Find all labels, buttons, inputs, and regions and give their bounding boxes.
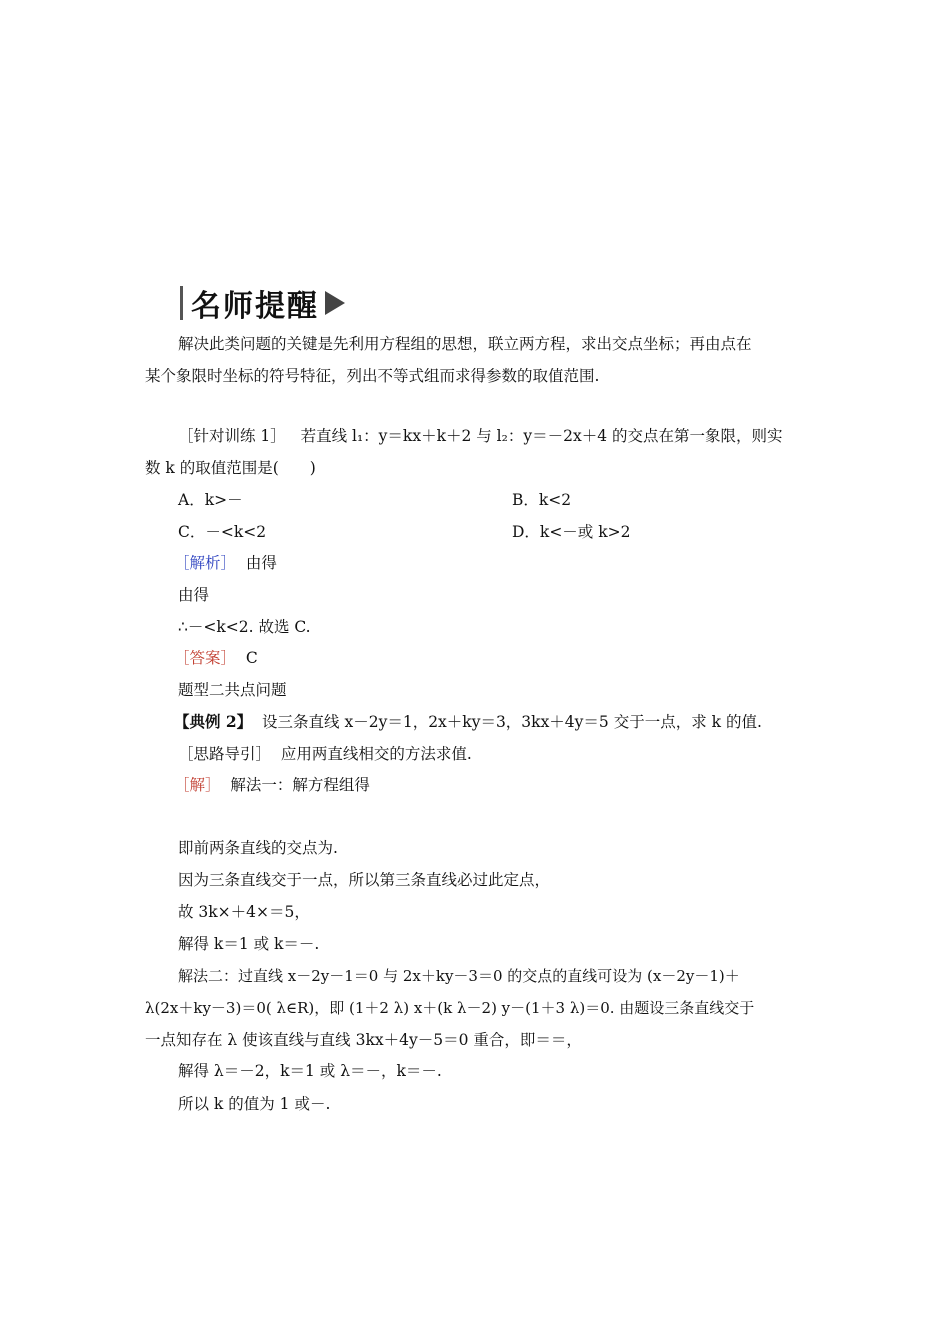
tip-line-1: 解决此类问题的关键是先利用方程组的思想，联立两方程，求出交点坐标；再由点在 bbox=[178, 335, 752, 353]
example-line bbox=[174, 712, 762, 732]
play-triangle-icon bbox=[325, 291, 345, 315]
option-d: D．k<－或 k>2 bbox=[512, 523, 631, 541]
hint-text: 应用两直线相交的方法求值. bbox=[280, 745, 472, 763]
hint-tag: ［思路导引］ bbox=[178, 745, 272, 763]
practice-question-line-1 bbox=[178, 426, 783, 446]
example-tag: 【典例 2】 bbox=[174, 712, 253, 731]
hint-line bbox=[178, 744, 472, 764]
practice-question-line-2: 数 k 的取值范围是( ) bbox=[145, 459, 316, 477]
solution-step-1: 即前两条直线的交点为. bbox=[178, 839, 338, 857]
tip-line-2: 某个象限时坐标的符号特征，列出不等式组而求得参数的取值范围. bbox=[145, 367, 600, 385]
solution-step-2: 因为三条直线交于一点，所以第三条直线必过此定点， bbox=[178, 871, 551, 889]
method2-line-3: 一点知存在 λ 使该直线与直线 3kx＋4y－5＝0 重合，即＝＝， bbox=[145, 1031, 582, 1049]
banner-title: 名师提醒 bbox=[191, 289, 319, 324]
solution-line bbox=[174, 775, 370, 795]
answer-text: C bbox=[245, 649, 258, 667]
solution-text: 解法一：解方程组得 bbox=[230, 776, 370, 794]
practice-tag: ［针对训练 1］ bbox=[178, 427, 286, 445]
example-text: 设三条直线 x－2y＝1，2x＋ky＝3，3kx＋4y＝5 交于一点，求 k 的值. bbox=[262, 713, 762, 731]
option-b: B．k<2 bbox=[512, 491, 572, 509]
method2-line-4: 解得 λ＝－2，k＝1 或 λ＝－，k＝－. bbox=[178, 1062, 442, 1080]
solution-tag: ［解］ bbox=[174, 776, 221, 794]
method2-line-5: 所以 k 的值为 1 或－. bbox=[178, 1095, 331, 1113]
option-a: A．k>－ bbox=[178, 491, 243, 509]
analysis-tag: ［解析］ bbox=[174, 554, 237, 572]
analysis-step-3: ∴－<k<2. 故选 C. bbox=[178, 618, 311, 636]
solution-step-3: 故 3k×＋4×＝5， bbox=[178, 903, 310, 921]
solution-step-4: 解得 k＝1 或 k＝－. bbox=[178, 935, 320, 953]
method2-line-2: λ(2x＋ky－3)＝0( λ∈R)，即 (1＋2 λ) x＋(k λ－2) y－(1＋3 λ)＝0. 由题设三条直线交于 bbox=[145, 999, 755, 1017]
answer-tag: ［答案］ bbox=[174, 649, 237, 667]
method2-line-1: 解法二：过直线 x－2y－1＝0 与 2x＋ky－3＝0 的交点的直线可设为 (x－2y－1)＋ bbox=[178, 967, 740, 985]
option-c: C．－<k<2 bbox=[178, 523, 267, 541]
analysis-step-2: 由得 bbox=[178, 586, 210, 604]
section-title: 题型二共点问题 bbox=[178, 681, 287, 699]
answer-line bbox=[174, 648, 258, 668]
analysis-line bbox=[174, 553, 277, 573]
tip-banner bbox=[180, 283, 345, 323]
banner-bar bbox=[180, 286, 183, 320]
practice-question-text: 若直线 l₁：y＝kx＋k＋2 与 l₂：y＝－2x＋4 的交点在第一象限，则实 bbox=[300, 427, 783, 445]
analysis-text: 由得 bbox=[245, 554, 277, 572]
